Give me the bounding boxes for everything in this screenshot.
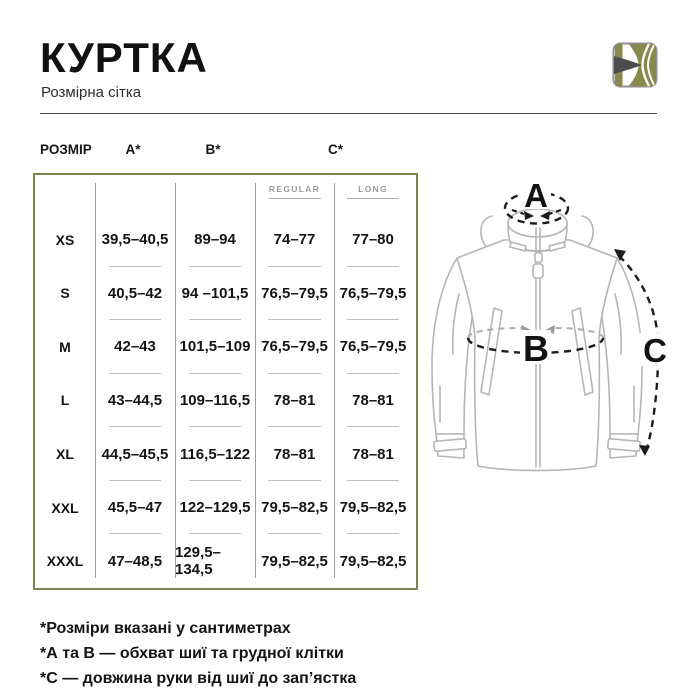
cell-xs-c-regular: 74–77 [255,213,334,267]
cell-l-b: 109–116,5 [175,374,255,428]
wave-arrow-logo-icon [612,42,658,88]
footnote-units: *Розміри вказані у сантиметрах [40,620,291,637]
cell-s-c-long: 76,5–79,5 [334,267,412,321]
size-label-l: L [60,392,70,409]
arrow-down-icon [639,445,650,456]
measure-label-c: C [643,332,667,369]
cell-m-c-long: 76,5–79,5 [334,320,412,374]
cell-xs-c-long: 77–80 [334,213,412,267]
header-divider [40,113,657,114]
cell-xxxl-a: 47–48,5 [107,552,163,570]
cell-m-c-regular: 76,5–79,5 [255,320,334,374]
cell-xs-b: 89–94 [175,213,255,267]
cell-xxl-b: 122–129,5 [175,481,255,535]
size-label-xl: XL [56,446,74,463]
right-cuff-strap [608,439,641,452]
size-label-s: S [60,285,70,302]
size-label-xxl: XXL [51,499,79,516]
cell-l-c-long: 78–81 [334,374,412,428]
cell-xl-a: 44,5–45,5 [95,427,175,481]
subheader-spacer [35,175,255,213]
column-header-c: C* [327,142,343,157]
brand-logo [612,42,658,88]
zipper-slider [535,253,542,262]
cell-xl-b: 116,5–122 [175,427,255,481]
cell-xxxl-b: 129,5–134,5 [175,544,221,579]
measure-label-a: A [524,177,548,214]
size-label-m: M [59,338,71,355]
cell-xxl-c-long: 79,5–82,5 [334,481,412,535]
measure-label-b: B [523,328,549,369]
cell-xs-a: 39,5–40,5 [95,213,175,267]
cell-xxxl-c-long: 79,5–82,5 [339,552,407,570]
cell-m-b: 101,5–109 [175,320,255,374]
page-title: КУРТКА [40,34,208,81]
subheader-long: LONG [334,175,412,213]
column-header-size: РОЗМІР [40,142,92,157]
footnote-ab: *А та В — обхват шиї та грудної клітки [40,645,344,662]
cell-xxl-a: 45,5–47 [95,481,175,535]
column-header-a: A* [125,142,141,157]
cell-m-a: 42–43 [95,320,175,374]
size-table [33,173,418,590]
page-subtitle: Розмірна сітка [41,84,142,101]
size-label-xxxl: XXXL [46,553,84,570]
cell-s-c-regular: 76,5–79,5 [255,267,334,321]
footnotes [40,616,356,691]
column-header-b: B* [205,142,221,157]
subheader-regular: REGULAR [255,175,334,213]
size-label-xs: XS [55,231,75,248]
left-cuff-strap [434,439,467,452]
cell-xxxl-c-regular: 79,5–82,5 [261,552,328,570]
cell-s-a: 40,5–42 [95,267,175,321]
cell-xl-c-regular: 78–81 [255,427,334,481]
jacket-measurement-diagram [428,166,700,482]
cell-l-c-regular: 78–81 [255,374,334,428]
zipper-pull [533,264,543,278]
cell-xl-c-long: 78–81 [334,427,412,481]
cell-l-a: 43–44,5 [95,374,175,428]
cell-s-b: 94 –101,5 [175,267,255,321]
cell-xxl-c-regular: 79,5–82,5 [255,481,334,535]
footnote-c: *С — довжина руки від шиї до зап’ястка [40,670,357,687]
